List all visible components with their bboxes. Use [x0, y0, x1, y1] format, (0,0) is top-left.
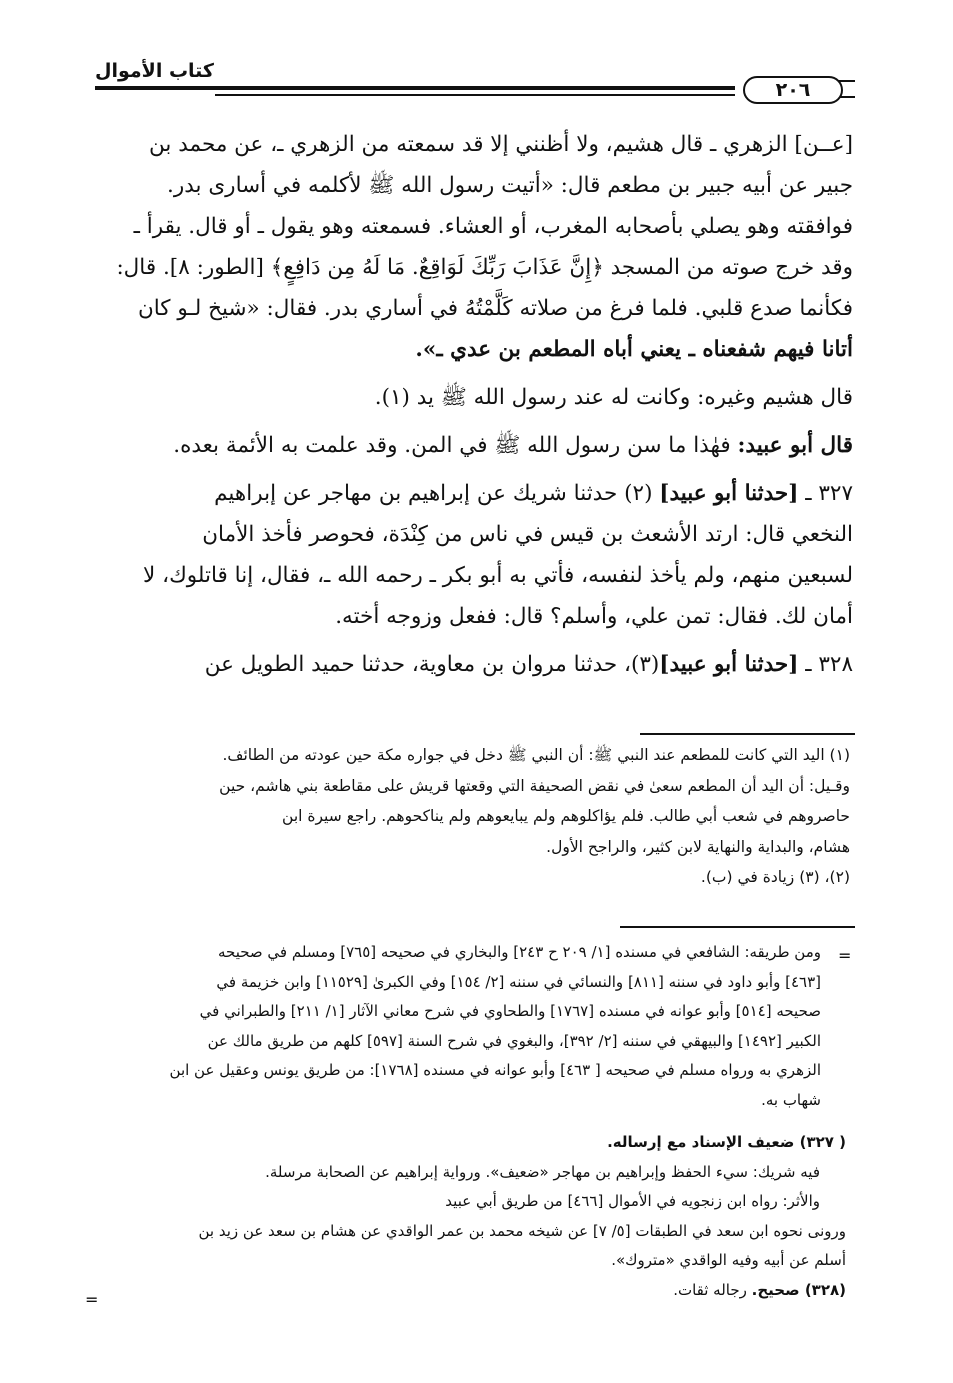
entry-327-line: لسبعين منهم، ولم يأخذ لنفسه، فأتي به أبو بكر ـ رحمه الله ـ، فقال، إنا قاتلوك، لا	[143, 563, 853, 588]
footnote-line: وقـيل: أن اليد أن المطعم سعىٰ في نقض الصحيفة التي وقعتها قريش على مقاطعة بني هاشم، حين	[219, 776, 850, 795]
entry-327-line: النخعي قال: ارتد الأشعث بن قيس في ناس من كِنْدَة، فحوصر فأخذ الأمان	[202, 522, 853, 547]
body-line: وقد خرج صوته من المسجد ﴿إِنَّ عَذَابَ رَبِّكَ لَوَاقِعٌ. مَا لَهُ مِن دَافِعٍ﴾ [الطور: ٨]. قال:	[116, 255, 853, 280]
entry-328-text: ، حدثنا مروان بن معاوية، حدثنا حميد الطويل عن	[204, 652, 631, 677]
takhrij-separator	[620, 926, 855, 928]
entry-328-number: ٣٢٨ ـ	[798, 652, 853, 677]
body-line: جبير عن أبيه جبير بن مطعم قال: «أتيت رسول الله ﷺ لأكلمه في أسارى بدر.	[167, 173, 853, 198]
continuation-mark-bottom: =	[85, 1290, 99, 1309]
body-line: فوافقته وهو يصلي بأصحابه المغرب، أو العشاء. فسمعته وهو يقول ـ أو قال. يقرأ ـ	[133, 214, 853, 239]
takhrij-line: الكبير [١٤٩٢] والبيهقي في سننه [٢/ ٣٩٢]، والبغوي في شرح السنة [٥٩٧] كلهم من طريق مالك عن	[207, 1031, 821, 1050]
body-line-bold: أتانا فيهم شفعناه ـ يعني أباه المطعم بن عدي ـ».	[415, 337, 853, 362]
footnotes-upper	[100, 740, 850, 893]
footnote-ref-2: (٢)	[617, 481, 660, 506]
header-rule-thin	[215, 94, 735, 96]
footnote-line: هشام، والبداية والنهاية لابن كثير، والراجح الأول.	[546, 837, 850, 856]
footnote-ref-3: (٣)	[630, 652, 660, 677]
grading-328-label: (٣٢٨) صحيح.	[751, 1280, 846, 1299]
book-title: كتاب الأموال	[95, 60, 214, 82]
grading-327-line: والأثر: رواه ابن زنجويه في الأموال [٤٦٦] من طريق أبي عبيد	[445, 1192, 820, 1210]
entry-327-number: ٣٢٧ ـ	[798, 481, 853, 506]
footnote-separator	[640, 733, 855, 735]
running-header	[95, 58, 855, 104]
takhrij-block	[96, 938, 821, 1115]
grading-327-line: ورونى نحوه ابن سعد في الطبقات [٥/ ٧] عن شيخه محمد بن عمر الواقدي عن هشام بن سعد عن زيد بن	[198, 1221, 846, 1240]
entry-328-isnad: [حدثنا أبو عبيد]	[659, 652, 799, 677]
entry-327-line: أمان لك. فقال: تمن علي، وأسلم؟ قال: ففعل وزوجه أخته.	[335, 604, 853, 629]
takhrij-line: صحيحه [٥١٤] وأبو عوانه في مسنده [١٧٦٧] والطحاوي في شرح معاني الآثار [١/ ٢١١] والطبراني في	[199, 1002, 821, 1020]
takhrij-line: ومن طريقه: الشافعي في مسنده [١/ ٢٠٩ ح ٢٤٣] والبخاري في صحيحه [٧٦٥] ومسلم في صحيحه	[217, 943, 821, 961]
grading-327-block	[96, 1128, 846, 1305]
entry-327-isnad: [حدثنا أبو عبيد]	[659, 481, 799, 506]
abu-ubayd-label: قال أبو عبيد:	[737, 433, 853, 458]
body-line	[98, 288, 853, 329]
abu-ubayd-text: فهٰذا ما سن رسول الله ﷺ في المن. وقد علمت به الأئمة بعده.	[173, 433, 738, 458]
main-text	[98, 124, 853, 685]
grading-327-line: أسلم عن أبيه وفيه الواقدي «متروك».	[611, 1251, 846, 1269]
entry-328-first-line	[98, 644, 853, 685]
hushaym-statement: قال هشيم وغيره: وكانت له عند رسول الله ﷺ يد (١).	[374, 385, 853, 410]
entry-327-first-line	[98, 473, 853, 514]
grading-328-line	[96, 1276, 846, 1306]
abu-ubayd-statement	[98, 425, 853, 466]
body-line-text: فكأنما صدع قلبي. فلما فرغ من صلاته كَلَّمْتُهُ في أساري بدر. فقال: «شيخ لـو كان	[137, 296, 853, 321]
grading-328-text: رجاله ثقات.	[673, 1280, 752, 1299]
footnote-line: (٢)، (٣) زيادة في (ب).	[700, 868, 850, 886]
continuation-mark-top: =	[838, 946, 852, 965]
footnote-line: حاصروهم في شعب أبي طالب. فلم يؤاكلوهم ولم يبايعوهم ولم يناكحوهم. راجع سيرة ابن	[282, 807, 850, 825]
grading-327-line: فيه شريك: سيء الحفظ وإبراهيم بن مهاجر «ضعيف». ورواية إبراهيم عن الصحابة مرسلة.	[265, 1162, 820, 1181]
page-number-cartouche	[743, 76, 843, 104]
footnote-line: (١) اليد التي كانت للمطعم عند النبي ﷺ: أن النبي ﷺ دخل في جواره مكة حين عودته من الطائف.	[222, 746, 850, 764]
takhrij-line: الزهري به ورواه مسلم في صحيحه [ ٤٦٣] وأبو عوانه في مسنده [١٧٦٨]: من طريق يونس وعقيل عن ابن	[169, 1061, 821, 1079]
body-line: [عــن] الزهري ـ قال هشيم، ولا أظنني إلا قد سمعته من الزهري ـ، عن محمد بن	[149, 132, 853, 157]
header-rule-thick	[95, 86, 735, 90]
takhrij-line: شهاب به.	[761, 1090, 821, 1109]
entry-327-text: حدثنا شريك عن إبراهيم بن مهاجر عن إبراهيم	[214, 481, 618, 506]
page-number: ٢٠٦	[775, 78, 811, 101]
body-line	[98, 329, 853, 370]
takhrij-line: [٤٦٣] وأبو داود في سننه [٨١١] والنسائي في سننه [٢/ ١٥٤] وفي الكبرىٰ [١١٥٢٩] وابن خزيمة في	[216, 972, 821, 991]
grading-327-heading: ( ٣٢٧) ضعيف الإسناد مع إرساله.	[607, 1133, 846, 1151]
